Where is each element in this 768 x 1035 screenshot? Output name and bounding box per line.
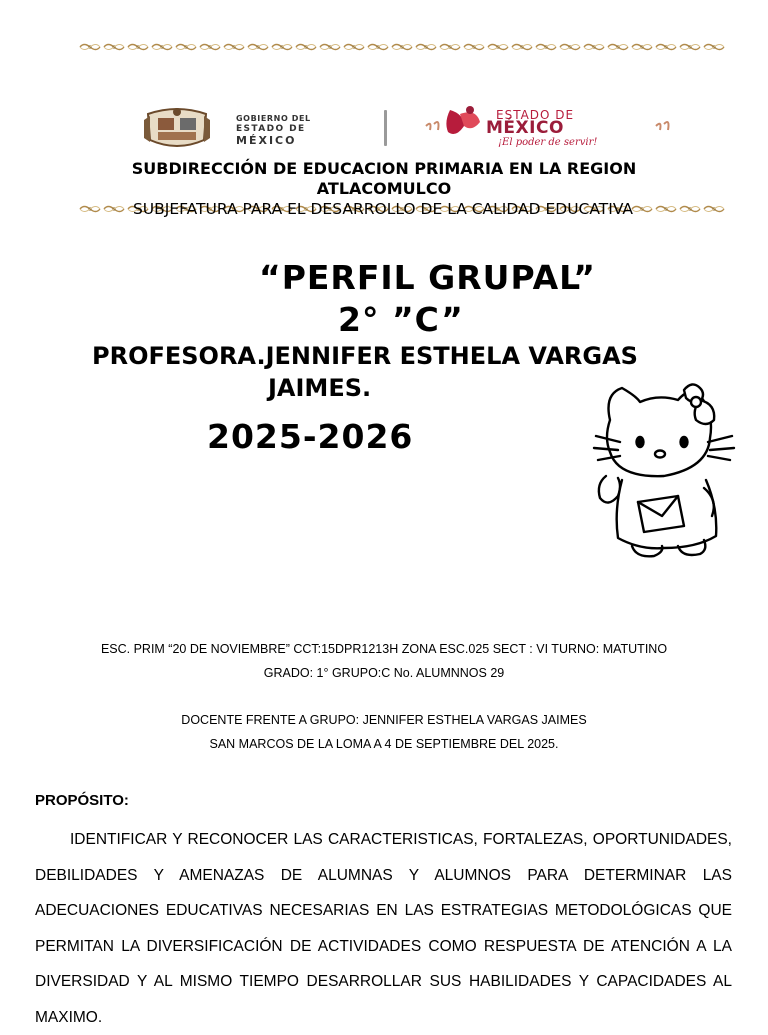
- ornamental-border-top: [78, 42, 726, 52]
- logo-right-line-1: ESTADO DE: [496, 108, 575, 122]
- document-title: “PERFIL GRUPAL”: [259, 258, 596, 297]
- logo-right-slogan: ¡El poder de servir!: [498, 137, 598, 148]
- school-cycle: 2025-2026: [207, 417, 414, 456]
- teacher-info-line: DOCENTE FRENTE A GRUPO: JENNIFER ESTHELA VARGAS JAIMES: [181, 713, 587, 727]
- hello-kitty-icon: [592, 380, 736, 560]
- school-info-line-1: ESC. PRIM “20 DE NOVIEMBRE” CCT:15DPR1213H ZONA ESC.025 SECT : VI TURNO: MATUTINO: [100, 642, 668, 656]
- logo-right-line-2: MÉXICO: [486, 118, 564, 138]
- teacher-name-line-1: PROFESORA.JENNIFER ESTHELA VARGAS: [92, 342, 638, 370]
- logo-left-line-1: GOBIERNO DEL: [236, 114, 311, 123]
- purpose-heading: PROPÓSITO:: [35, 792, 129, 809]
- logo-left-line-3: MÉXICO: [236, 134, 297, 147]
- place-date-line: SAN MARCOS DE LA LOMA A 4 DE SEPTIEMBRE DEL 2025.: [209, 737, 559, 751]
- coat-of-arms-icon: [142, 106, 212, 150]
- subjefatura-heading: SUBJEFATURA PARA EL DESARROLLO DE LA CALIDAD EDUCATIVA: [132, 200, 634, 218]
- government-logo-text: [236, 113, 356, 146]
- subdireccion-heading: SUBDIRECCIÓN DE EDUCACION PRIMARIA EN LA REGION ATLACOMULCO: [131, 159, 637, 198]
- teacher-name-line-2: JAIMES.: [268, 374, 372, 402]
- school-info-line-2: GRADO: 1° GRUPO:C No. ALUMNNOS 29: [263, 666, 505, 680]
- purpose-body: IDENTIFICAR Y RECONOCER LAS CARACTERISTICAS, FORTALEZAS, OPORTUNIDADES, DEBILIDADES Y AMENAZAS DE ALUMNAS Y ALUMNOS PARA DETERMINAR LAS ADECUACIONES EDUCATIVAS NECESARIAS EN LAS ESTRATEGIAS METODOLÓGICAS QUE PERMITAN LA DIVERSIFICACIÓN DE ACTIVIDADES COMO RESPUESTA DE ATENCIÓN A LA DIVERSIDAD Y AL MISMO TIEMPO DESARROLLAR SUS HABILIDADES Y CAPACIDADES AL MAXIMO.: [35, 831, 732, 1026]
- logo-left-line-2: ESTADO DE: [236, 124, 306, 134]
- logo-divider: [384, 110, 387, 146]
- grade-group: 2° ”C”: [338, 300, 464, 339]
